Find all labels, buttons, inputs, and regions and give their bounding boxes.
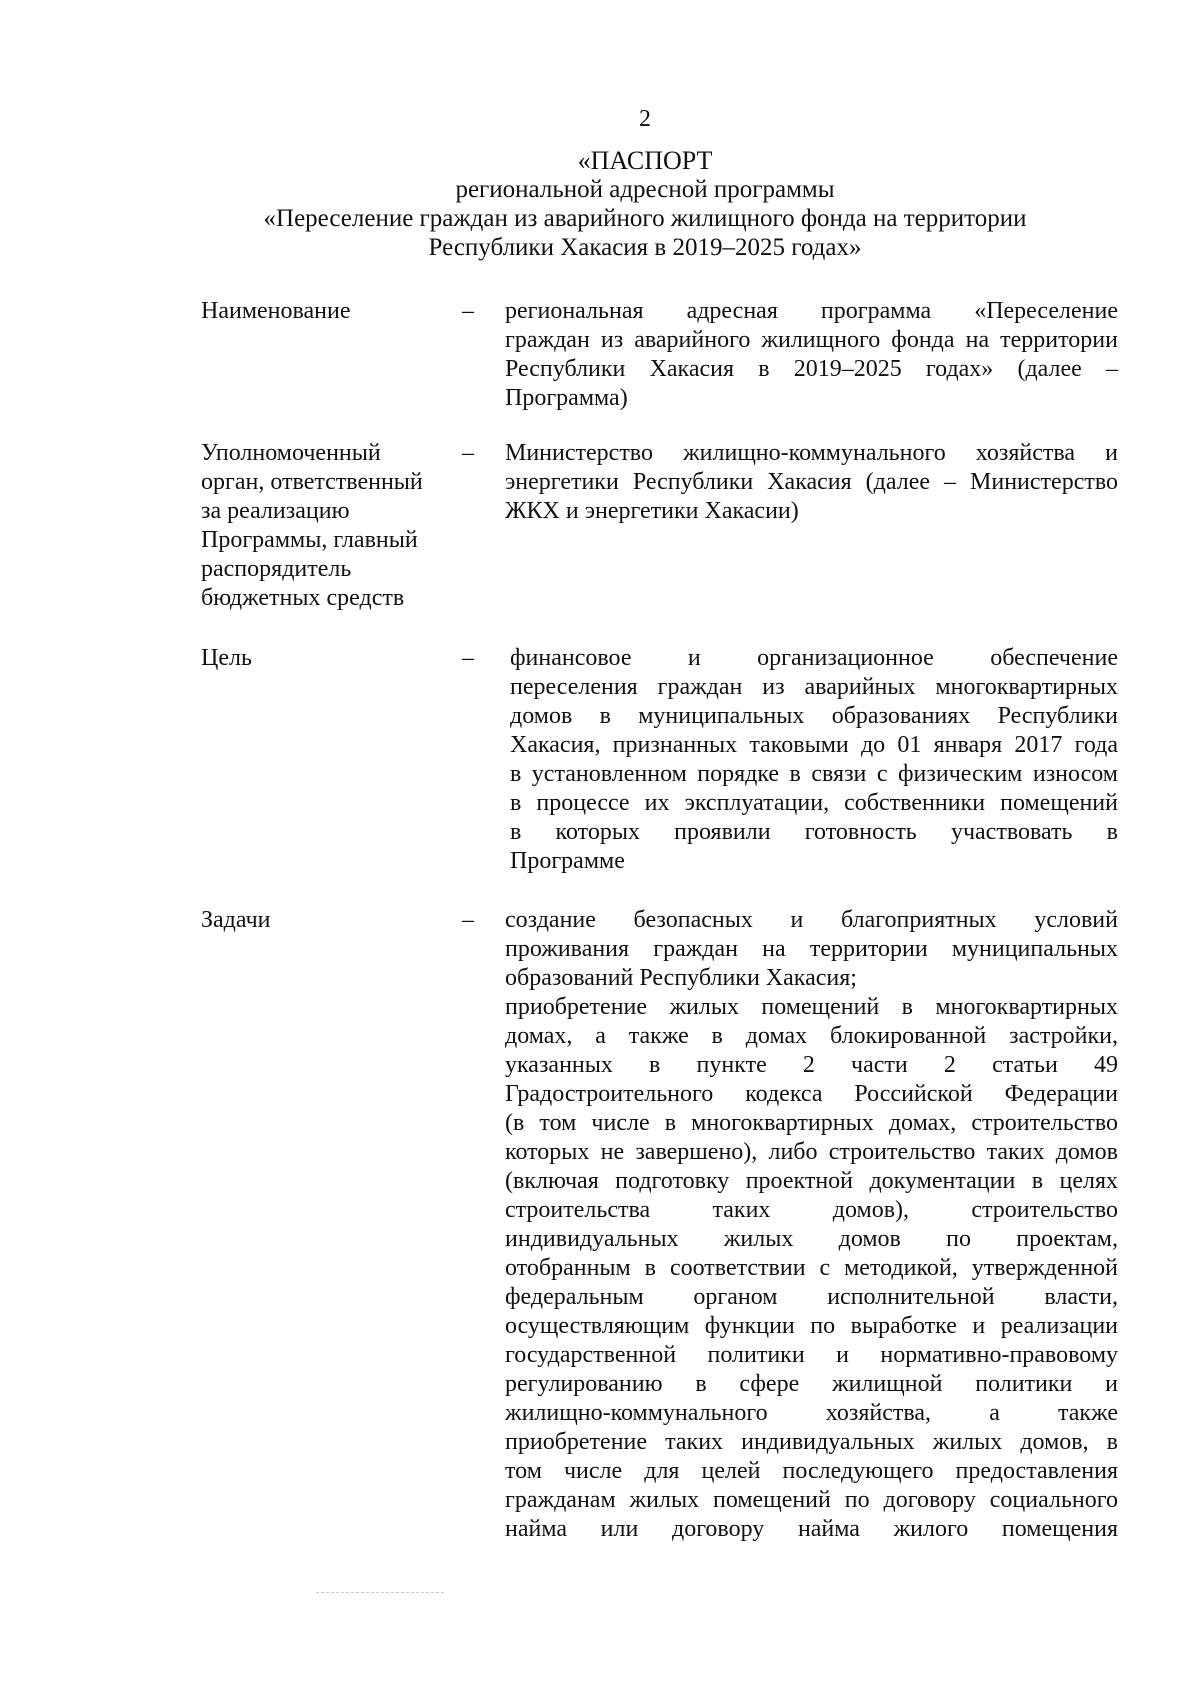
title-line-passport: «ПАСПОРТ	[577, 146, 713, 175]
row-dash: –	[462, 645, 474, 671]
value-line: региональная адресная программа «Переселение	[505, 298, 1118, 324]
label-line: Задачи	[201, 907, 271, 933]
page-number: 2	[639, 106, 651, 132]
scan-artifact	[316, 1592, 444, 1596]
value-line: (в том числе в многоквартирных домах, строительство	[505, 1110, 1118, 1136]
row-value	[505, 297, 1118, 413]
value-line: осуществляющим функции по выработке и реализации	[505, 1313, 1118, 1339]
value-line: Градостроительного кодекса Российской Федерации	[505, 1081, 1118, 1107]
document-title	[0, 146, 1200, 262]
row-label	[201, 644, 441, 673]
value-line: в которых проявили готовность участвовать в	[510, 819, 1118, 845]
value-line: граждан из аварийного жилищного фонда на территории	[505, 327, 1118, 353]
value-line: приобретение таких индивидуальных жилых домов, в	[505, 1429, 1118, 1455]
value-line: домах, а также в домах блокированной застройки,	[505, 1023, 1118, 1049]
title-line-program-name-cont: Республики Хакасия в 2019–2025 годах»	[428, 234, 862, 261]
value-line: федеральным органом исполнительной власти,	[505, 1284, 1118, 1310]
value-line: Программе	[510, 848, 625, 874]
value-line: которых не завершено), либо строительство таких домов	[505, 1139, 1118, 1165]
row-label	[201, 906, 441, 935]
value-line: жилищно-коммунального хозяйства, а также	[505, 1400, 1118, 1426]
value-line: домов в муниципальных образованиях Республики	[510, 703, 1118, 729]
value-line: создание безопасных и благоприятных условий	[505, 907, 1118, 933]
value-line: (включая подготовку проектной документации в целях	[505, 1168, 1118, 1194]
value-line: Министерство жилищно-коммунального хозяйства и	[505, 440, 1118, 466]
value-line: Хакасия, признанных таковыми до 01 января 2017 года	[510, 732, 1118, 758]
label-line: Уполномоченный	[201, 440, 381, 466]
row-value	[505, 439, 1118, 526]
label-line: Цель	[201, 645, 252, 671]
label-line: Программы, главный	[201, 527, 418, 553]
row-dash: –	[462, 440, 474, 466]
value-line: указанных в пункте 2 части 2 статьи 49	[505, 1052, 1118, 1078]
label-line: распорядитель	[201, 556, 352, 582]
row-dash: –	[462, 298, 474, 324]
value-line: финансовое и организационное обеспечение	[510, 645, 1118, 671]
value-line: в процессе их эксплуатации, собственники помещений	[510, 790, 1118, 816]
value-line: Программа)	[505, 385, 628, 411]
label-line: бюджетных средств	[201, 585, 405, 611]
value-line: в установленном порядке в связи с физическим износом	[510, 761, 1118, 787]
value-line: найма или договору найма жилого помещения	[505, 1516, 1118, 1542]
label-line: Наименование	[201, 298, 351, 324]
row-value	[505, 906, 1118, 1544]
title-line-program-name: «Переселение граждан из аварийного жилищного фонда на территории	[263, 205, 1027, 232]
row-value	[510, 644, 1118, 876]
value-line: ЖКХ и энергетики Хакасии)	[505, 498, 799, 524]
value-line: приобретение жилых помещений в многоквартирных	[505, 994, 1118, 1020]
value-line: энергетики Республики Хакасия (далее – Министерство	[505, 469, 1118, 495]
value-line: строительства таких домов), строительство	[505, 1197, 1118, 1223]
value-line: том числе для целей последующего предоставления	[505, 1458, 1118, 1484]
value-line: отобранным в соответствии с методикой, утвержденной	[505, 1255, 1118, 1281]
value-line: индивидуальных жилых домов по проектам,	[505, 1226, 1118, 1252]
label-line: за реализацию	[201, 498, 350, 524]
value-line: Республики Хакасия в 2019–2025 годах» (далее –	[505, 356, 1118, 382]
row-label	[201, 297, 441, 326]
title-line-program-type: региональной адресной программы	[455, 176, 835, 203]
value-line: государственной политики и нормативно-правовому	[505, 1342, 1118, 1368]
row-dash: –	[462, 907, 474, 933]
value-line: гражданам жилых помещений по договору социального	[505, 1487, 1118, 1513]
value-line: переселения граждан из аварийных многоквартирных	[510, 674, 1118, 700]
value-line: проживания граждан на территории муниципальных	[505, 936, 1118, 962]
row-label	[201, 439, 441, 613]
label-line: орган, ответственный	[201, 469, 423, 495]
value-line: образований Республики Хакасия;	[505, 965, 857, 991]
value-line: регулированию в сфере жилищной политики и	[505, 1371, 1118, 1397]
